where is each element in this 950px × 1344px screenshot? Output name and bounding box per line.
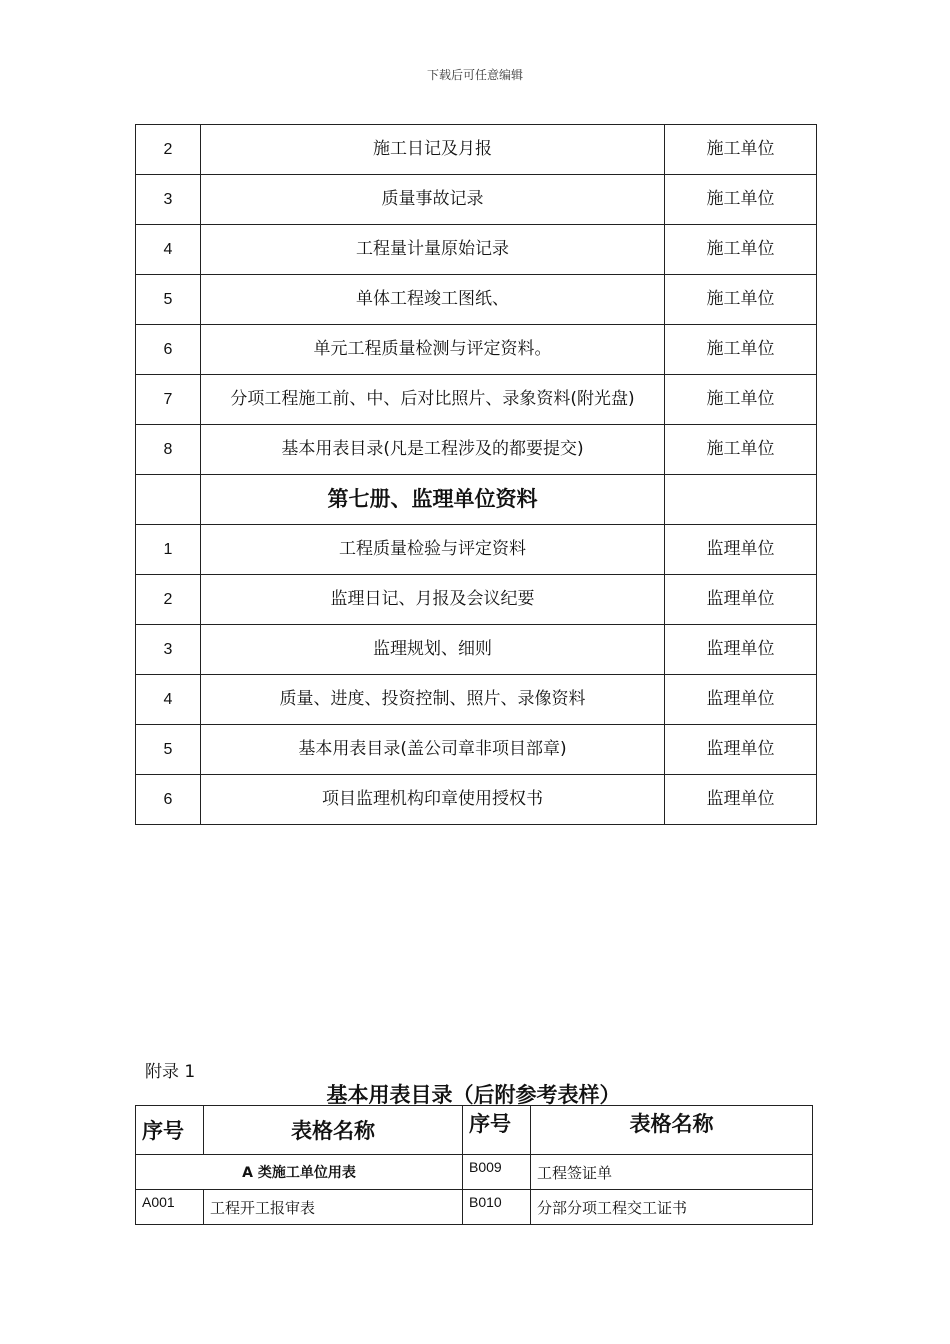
row-name: 单元工程质量检测与评定资料。 [201, 325, 665, 375]
form-catalog-table [135, 1105, 813, 1225]
table-row [136, 375, 817, 425]
row-name: 施工日记及月报 [201, 125, 665, 175]
row-name: 单体工程竣工图纸、 [201, 275, 665, 325]
page-header-note: 下载后可任意编辑 [426, 68, 523, 82]
form-code: A001 [136, 1190, 204, 1225]
table-row [136, 1155, 813, 1190]
row-number: 7 [136, 375, 201, 425]
row-unit: 监理单位 [665, 575, 817, 625]
row-name: 监理规划、细则 [201, 625, 665, 675]
row-name: 分项工程施工前、中、后对比照片、录象资料(附光盘) [201, 375, 665, 425]
table-row [136, 175, 817, 225]
row-number: 1 [136, 525, 201, 575]
header-form-name: 表格名称 [204, 1106, 463, 1155]
table-row [136, 675, 817, 725]
row-name: 项目监理机构印章使用授权书 [201, 775, 665, 825]
row-name: 工程量计量原始记录 [201, 225, 665, 275]
row-unit: 施工单位 [665, 125, 817, 175]
table-row [136, 225, 817, 275]
row-number: 8 [136, 425, 201, 475]
form-code: B009 [463, 1155, 531, 1190]
table-row [136, 625, 817, 675]
section-empty-cell [136, 475, 201, 525]
row-number: 6 [136, 325, 201, 375]
row-number: 3 [136, 625, 201, 675]
row-unit: 监理单位 [665, 525, 817, 575]
table-row [136, 425, 817, 475]
row-unit: 监理单位 [665, 775, 817, 825]
row-unit: 施工单位 [665, 175, 817, 225]
table-row [136, 1190, 813, 1225]
row-name: 基本用表目录(盖公司章非项目部章) [201, 725, 665, 775]
row-unit: 施工单位 [665, 325, 817, 375]
section-empty-cell [665, 475, 817, 525]
header-serial: 序号 [463, 1106, 531, 1155]
row-number: 4 [136, 225, 201, 275]
row-unit: 施工单位 [665, 425, 817, 475]
row-number: 5 [136, 275, 201, 325]
table-row [136, 525, 817, 575]
row-name: 质量事故记录 [201, 175, 665, 225]
row-unit: 监理单位 [665, 675, 817, 725]
row-name: 监理日记、月报及会议纪要 [201, 575, 665, 625]
row-number: 2 [136, 575, 201, 625]
row-number: 4 [136, 675, 201, 725]
row-unit: 监理单位 [665, 725, 817, 775]
header-serial: 序号 [136, 1106, 204, 1155]
form-code: B010 [463, 1190, 531, 1225]
row-number: 6 [136, 775, 201, 825]
row-number: 2 [136, 125, 201, 175]
row-name: 工程质量检验与评定资料 [201, 525, 665, 575]
row-unit: 施工单位 [665, 375, 817, 425]
header-form-name: 表格名称 [531, 1106, 813, 1155]
table-row [136, 725, 817, 775]
row-unit: 监理单位 [665, 625, 817, 675]
table-row [136, 125, 817, 175]
row-number: 5 [136, 725, 201, 775]
archive-list-table [135, 124, 817, 825]
row-unit: 施工单位 [665, 275, 817, 325]
table-row [136, 275, 817, 325]
appendix-label: 附录 1 [145, 1062, 196, 1082]
row-unit: 施工单位 [665, 225, 817, 275]
table-row [136, 775, 817, 825]
form-name: 工程开工报审表 [204, 1190, 463, 1225]
row-name: 基本用表目录(凡是工程涉及的都要提交) [201, 425, 665, 475]
table-row [136, 325, 817, 375]
row-name: 质量、进度、投资控制、照片、录像资料 [201, 675, 665, 725]
section-row [136, 475, 817, 525]
group-heading: A 类施工单位用表 [136, 1155, 463, 1190]
row-number: 3 [136, 175, 201, 225]
table-header-row [136, 1106, 813, 1155]
form-name: 分部分项工程交工证书 [531, 1190, 813, 1225]
section-title: 第七册、监理单位资料 [201, 475, 665, 525]
table-row [136, 575, 817, 625]
appendix-title: 基本用表目录（后附参考表样） [326, 1083, 621, 1107]
form-name: 工程签证单 [531, 1155, 813, 1190]
